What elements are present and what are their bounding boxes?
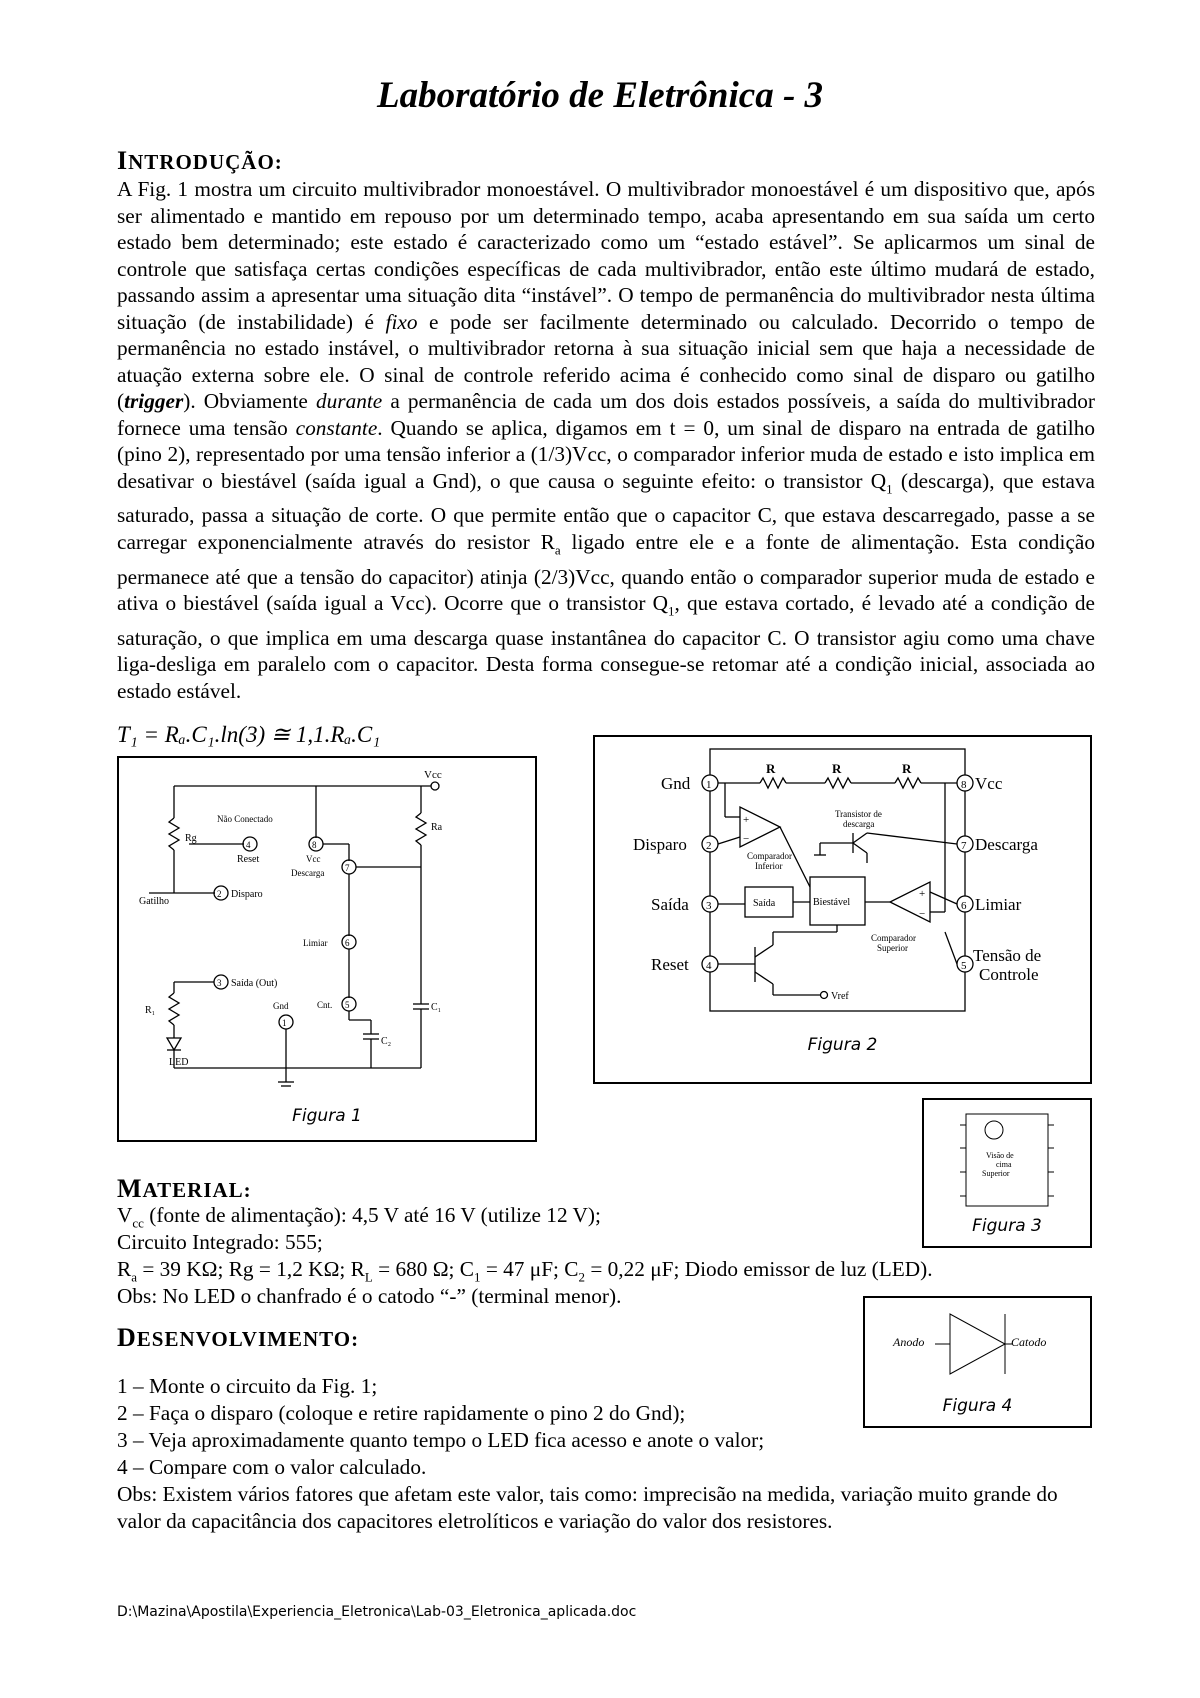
figure-1-box (117, 756, 537, 1142)
svg-text:+: + (919, 888, 926, 900)
svg-text:1: 1 (282, 1018, 287, 1028)
svg-text:R: R (832, 761, 842, 776)
svg-text:Gnd: Gnd (661, 774, 691, 793)
figure-3-chip (924, 1100, 1090, 1212)
svg-text:C₂: C₂ (381, 1036, 392, 1047)
svg-text:Comparador: Comparador (747, 851, 792, 861)
svg-text:Disparo: Disparo (231, 889, 263, 900)
svg-text:Controle: Controle (979, 965, 1039, 984)
material-line-1: $V_{cc}$ (fonte de alimentação): 4,5 V até 16 V (utilize 12 V); (117, 1203, 601, 1231)
svg-text:LED: LED (169, 1057, 189, 1068)
svg-text:Saída (Out): Saída (Out) (231, 978, 278, 989)
svg-text:Rg: Rg (185, 833, 197, 844)
material-line-3: $R_a = 39$ KΩ; Rg = 1,2 KΩ; $R_L = 680$ Ω; $C_1 = 47$ μF; $C_2 = 0,22$ μF; Diodo emissor de luz (LED). (117, 1257, 933, 1285)
figure-2-diagram (595, 737, 1090, 1037)
figure-3-box (922, 1098, 1092, 1248)
step-2: 2 – Faça o disparo (coloque e retire rapidamente o pino 2 do Gnd); (117, 1401, 686, 1425)
svg-text:Superior: Superior (982, 1169, 1010, 1178)
svg-text:2: 2 (706, 840, 712, 852)
svg-text:Vref: Vref (831, 991, 849, 1002)
svg-text:Não Conectado: Não Conectado (217, 814, 273, 824)
svg-text:−: − (743, 833, 750, 845)
svg-text:Descarga: Descarga (975, 835, 1038, 854)
svg-text:4: 4 (706, 960, 712, 972)
svg-text:Anodo: Anodo (893, 1335, 925, 1349)
svg-text:Ra: Ra (431, 822, 443, 833)
svg-text:Transistor de: Transistor de (835, 809, 882, 819)
figure-4-caption: Figura 4 (942, 1396, 1013, 1416)
svg-text:+: + (743, 814, 750, 826)
figure-2-box (593, 735, 1092, 1084)
svg-text:Gatilho: Gatilho (139, 896, 169, 907)
svg-text:Biestável: Biestável (813, 897, 851, 908)
intro-paragraph: A Fig. 1 mostra um circuito multivibrador monoestável. O multivibrador monoestável é um dispositivo que, após ser alimentado e mantido em repouso por um determinado tempo, acaba apresentando em sua saída um certo estado bem determinado; este estado é caracterizado como um “estado estável”. Se aplicarmos um sinal de controle que satisfaça certas condições específicas de cada multivibrador, então este último mudará de estado, passando assim a apresentar uma situação dita “instável”. O tempo de permanência do multivibrador nesta última situação (de instabilidade) é fixo e pode ser facilmente determinado ou calculado. Decorrido o tempo de permanência no estado instável, o multivibrador retorna à sua situação inicial sem que haja a necessidade de atuação externa sobre ele. O sinal de controle referido acima é conhecido como sinal de disparo ou gatilho (trigger). Obviamente durante a permanência de cada um dos dois estados possíveis, a saída do multivibrador fornece uma tensão constante. Quando se aplica, digamos em t = 0, um sinal de disparo na entrada de gatilho (pino 2), representado por uma tensão inferior a (1/3)Vcc, o comparador inferior muda de estado e isto implica em desativar o biestável (saída igual a Gnd), o que causa o seguinte efeito: o transistor $Q_1$ (descarga), que estava saturado, passa a situação de corte. O que permite então que o capacitor C, que estava descarregado, passe a se carregar exponencialmente através do resistor $R_a$ ligado entre ele e a fonte de alimentação. Esta condição permanece até que a tensão do capacitor) atinja (2/3)Vcc, quando então o comparador superior muda de estado e ativa o biestável (saída igual a Vcc). Ocorre que o transistor $Q_1$, que estava cortado, é levado até a condição de saturação, o que implica em uma descarga quase instantânea do capacitor C. O transistor agiu como uma chave liga-desliga em paralelo com o capacitor. Desta forma consegue-se retomar até a condição inicial, associada ao estado estável. (117, 177, 1096, 703)
svg-text:5: 5 (345, 1000, 350, 1010)
svg-text:2: 2 (217, 889, 222, 899)
step-4: 4 – Compare com o valor calculado. (117, 1455, 427, 1479)
svg-text:Cnt.: Cnt. (317, 1000, 333, 1010)
svg-text:5: 5 (961, 960, 967, 972)
svg-text:Limiar: Limiar (303, 938, 328, 948)
svg-text:8: 8 (312, 840, 317, 850)
figure-1-circuit (119, 758, 535, 1098)
svg-text:R: R (902, 761, 912, 776)
svg-text:Reset: Reset (237, 854, 260, 865)
svg-text:Inferior: Inferior (755, 861, 783, 871)
svg-text:Gnd: Gnd (273, 1001, 289, 1011)
figure-2-caption: Figura 2 (807, 1035, 878, 1055)
svg-text:4: 4 (246, 840, 251, 850)
svg-text:−: − (919, 908, 926, 920)
intro-heading: INTRODUÇÃO: (117, 146, 283, 175)
svg-text:Tensão de: Tensão de (973, 946, 1042, 965)
svg-text:Vcc: Vcc (306, 854, 321, 864)
svg-text:6: 6 (961, 900, 967, 912)
material-line-4: Obs: No LED o chanfrado é o catodo “-” (terminal menor). (117, 1284, 622, 1308)
svg-text:8: 8 (961, 779, 967, 791)
document-title: Laboratório de Eletrônica - 3 (376, 75, 824, 116)
fig1-vcc-label: Vcc (424, 769, 442, 781)
figure-1-caption: Figura 1 (292, 1106, 362, 1126)
figure-3-caption: Figura 3 (972, 1216, 1042, 1236)
desenvolvimento-heading: DESENVOLVIMENTO: (117, 1323, 360, 1352)
svg-text:3: 3 (217, 978, 222, 988)
svg-text:Descarga: Descarga (291, 868, 325, 878)
svg-text:7: 7 (345, 863, 350, 873)
svg-text:R₁: R₁ (145, 1005, 156, 1016)
time-formula: T₁ = Rₐ.C₁.ln(3) ≅ 1,1.Rₐ.C₁ (117, 722, 381, 747)
svg-text:R: R (766, 761, 776, 776)
material-line-2: Circuito Integrado: 555; (117, 1230, 323, 1254)
svg-text:Disparo: Disparo (633, 835, 687, 854)
svg-text:Limiar: Limiar (975, 895, 1022, 914)
svg-text:3: 3 (706, 900, 712, 912)
step-3: 3 – Veja aproximadamente quanto tempo o LED fica acesso e anote o valor; (117, 1428, 765, 1452)
svg-text:Comparador: Comparador (871, 933, 916, 943)
observation: Obs: Existem vários fatores que afetam este valor, tais como: imprecisão na medida, variação muito grande do valor da capacitância dos capacitores eletrolíticos e variação do valor dos resistores. (117, 1482, 1058, 1533)
svg-text:cima: cima (996, 1160, 1012, 1169)
svg-text:Superior: Superior (877, 943, 908, 953)
svg-text:Catodo: Catodo (1011, 1335, 1047, 1349)
svg-text:Saída: Saída (651, 895, 689, 914)
svg-text:7: 7 (961, 840, 967, 852)
file-path-footer: D:\Mazina\Apostila\Experiencia_Eletronica\Lab-03_Eletronica_aplicada.doc (117, 1604, 637, 1620)
step-1: 1 – Monte o circuito da Fig. 1; (117, 1374, 378, 1398)
svg-text:C₁: C₁ (431, 1002, 442, 1013)
material-heading: MATERIAL: (117, 1174, 252, 1203)
svg-text:Reset: Reset (651, 955, 689, 974)
svg-text:6: 6 (345, 938, 350, 948)
svg-text:Visão de: Visão de (986, 1151, 1014, 1160)
svg-text:Vcc: Vcc (975, 774, 1003, 793)
svg-text:descarga: descarga (843, 819, 875, 829)
svg-text:1: 1 (706, 779, 712, 791)
svg-text:Saída: Saída (753, 898, 776, 909)
